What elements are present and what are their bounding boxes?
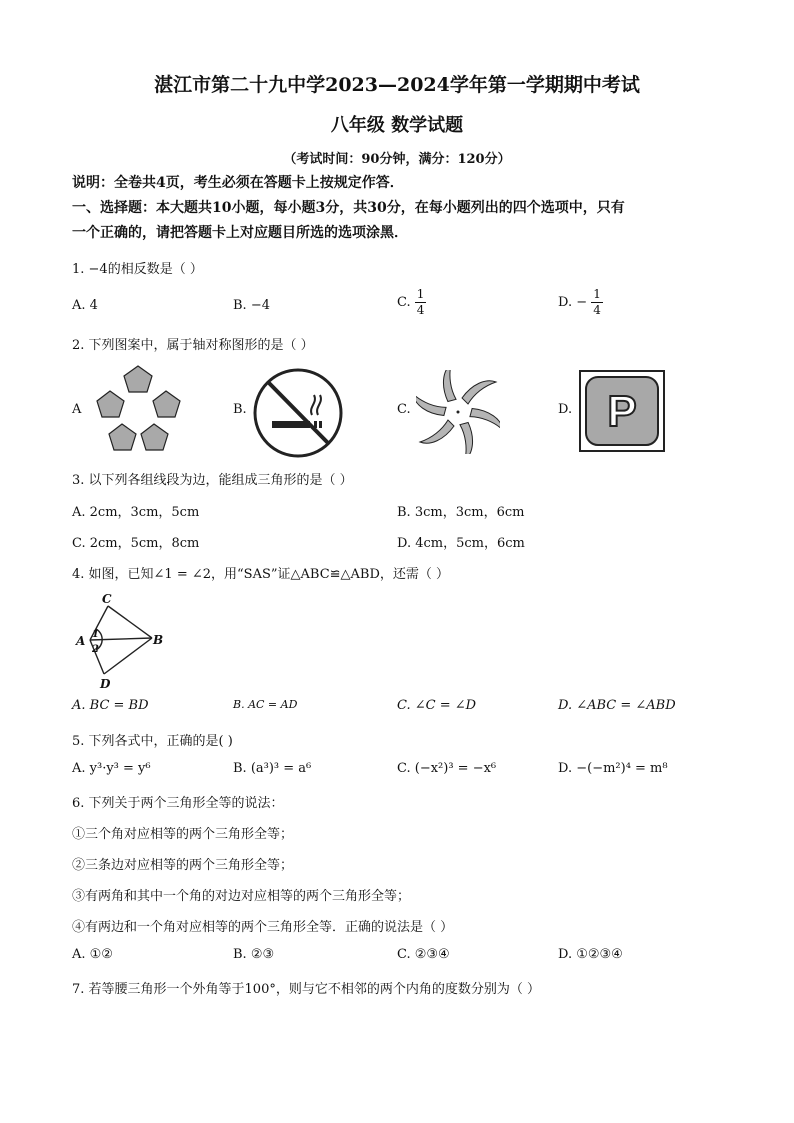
instructions-note: 说明：全卷共4页，考生必须在答题卡上按规定作答． (72, 175, 404, 191)
triangle-figure (70, 592, 170, 690)
section-heading-line2: 一个正确的，请把答题卡上对应题目所选的选项涂黑． (72, 225, 408, 241)
q1-option-a: A. 4 (72, 298, 98, 313)
pentagon-shape (124, 366, 152, 392)
q4-option-b: B. AC = AD (233, 698, 298, 711)
fraction-denominator: 4 (416, 303, 425, 317)
question-1-stem: 1. −4的相反数是（ ） (72, 262, 203, 277)
cigarette-icon (272, 421, 310, 428)
blade-shape (462, 381, 496, 404)
q3-option-d: D. 4cm，5cm，6cm (397, 536, 525, 551)
q6-statement-3: ③有两角和其中一个角的对边对应相等的两个三角形全等； (72, 889, 411, 904)
vertex-label-d: D (100, 677, 111, 690)
pinwheel-figure (416, 370, 500, 454)
question-7-stem: 7. 若等腰三角形一个外角等于100°，则与它不相邻的两个内角的度数分别为（ ） (72, 982, 540, 997)
q6-option-c: C. ②③④ (397, 947, 450, 962)
vertex-label-c: C (102, 592, 112, 606)
fraction-numerator: 1 (416, 287, 425, 301)
vertex-label-b: B (153, 633, 164, 647)
q4-option-a: A. BC = BD (72, 698, 149, 713)
q2-option-c-label: C. (397, 402, 411, 417)
parking-sign-figure (579, 370, 665, 452)
vertex-label-a: A (76, 634, 86, 648)
q5-option-b: B. (a³)³ = a⁶ (233, 761, 312, 776)
fraction-numerator: 1 (593, 287, 601, 301)
pentagon-shape (141, 424, 168, 450)
q6-option-b: B. ②③ (233, 947, 275, 962)
five-pentagons-figure (90, 364, 186, 456)
fraction-denominator: 4 (593, 303, 601, 317)
q6-option-d: D. ①②③④ (558, 947, 623, 962)
q4-option-c: C. ∠C = ∠D (397, 698, 477, 713)
q1-option-c-fraction (415, 287, 427, 318)
cigarette-tip (314, 421, 317, 428)
q6-option-a: A. ①② (72, 947, 113, 962)
q5-option-c: C. (−x²)³ = −x⁶ (397, 761, 497, 776)
pentagon-shape (97, 391, 124, 417)
question-2-stem: 2. 下列图案中，属于轴对称图形的是（ ） (72, 338, 314, 353)
center-dot (457, 411, 460, 414)
q3-option-c: C. 2cm，5cm，8cm (72, 536, 200, 551)
question-5-stem: 5. 下列各式中，正确的是( ) (72, 734, 233, 749)
no-smoking-sign-figure (252, 367, 344, 459)
parking-letter: P (607, 387, 637, 436)
q2-option-d-label: D. (558, 402, 573, 417)
q4-option-d: D. ∠ABC = ∠ABD (558, 698, 676, 713)
q2-option-a-label: A (72, 402, 82, 417)
pentagon-shape (153, 391, 180, 417)
exam-title: 湛江市第二十九中学2023—2024学年第一学期期中考试 (154, 74, 640, 96)
question-6-stem: 6. 下列关于两个三角形全等的说法： (72, 796, 284, 811)
pentagon-shape (109, 424, 136, 450)
angle-label-1: 1 (92, 629, 99, 640)
section-heading-line1: 一、选择题：本大题共10小题，每小题3分，共30分，在每小题列出的四个选项中，只有 (72, 200, 625, 216)
segment-ab (90, 638, 152, 640)
q1-option-c (397, 287, 426, 318)
q1-option-d-fraction (591, 287, 603, 318)
q2-option-b-label: B. (233, 402, 247, 417)
exam-subtitle: 八年级 数学试题 (330, 115, 464, 136)
question-4-stem: 4. 如图，已知∠1 = ∠2，用“SAS”证△ABC≌△ABD，还需（ ） (72, 567, 450, 582)
question-3-stem: 3. 以下列各组线段为边，能组成三角形的是（ ） (72, 473, 353, 488)
q6-statement-2: ②三条边对应相等的两个三角形全等； (72, 858, 294, 873)
angle-label-2: 2 (92, 644, 99, 655)
q1-option-d (558, 287, 603, 318)
q3-option-b: B. 3cm，3cm，6cm (397, 505, 525, 520)
q5-option-a: A. y³·y³ = y⁶ (72, 761, 151, 776)
q6-statement-4: ④有两边和一个角对应相等的两个三角形全等．正确的说法是（ ） (72, 920, 454, 935)
q6-statement-1: ①三个角对应相等的两个三角形全等； (72, 827, 294, 842)
q1-option-c-label: C. (397, 295, 411, 310)
q1-option-d-label: D. − (558, 295, 588, 310)
segment-cb (108, 606, 152, 638)
blade-shape (420, 420, 454, 443)
exam-info: （考试时间：90分钟，满分：120分） (283, 152, 511, 167)
cigarette-tip (319, 421, 322, 428)
q5-option-d: D. −(−m²)⁴ = m⁸ (558, 761, 668, 776)
q1-option-b: B. −4 (233, 298, 270, 313)
q3-option-a: A. 2cm，3cm，5cm (72, 505, 200, 520)
segment-db (104, 638, 152, 674)
